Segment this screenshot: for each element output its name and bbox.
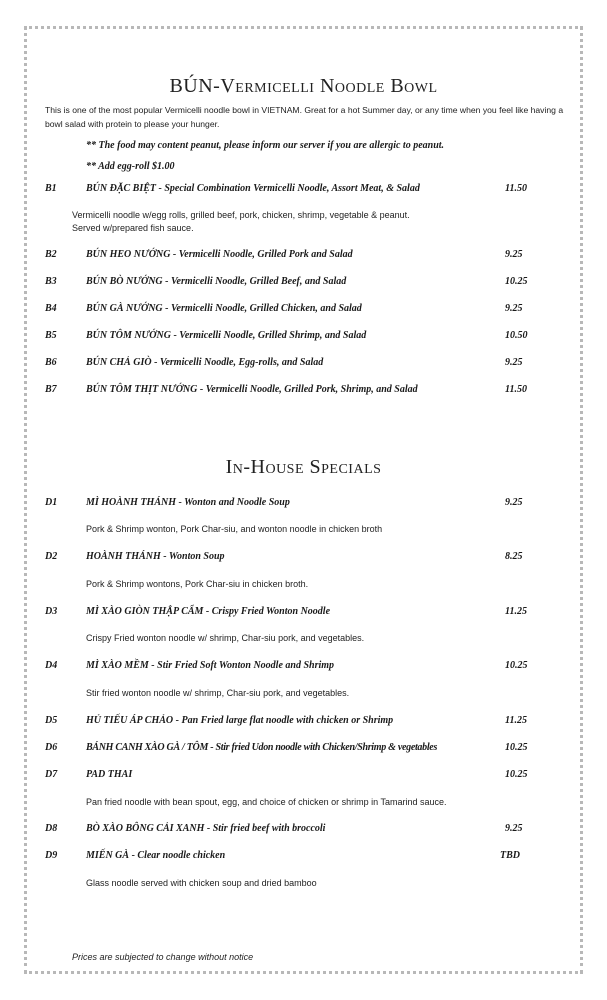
item-description: Pork & Shrimp wonton, Pork Char-siu, and wonton noodle in chicken broth bbox=[86, 524, 383, 534]
item-description: Pork & Shrimp wontons, Pork Char-siu in chicken broth. bbox=[86, 579, 309, 589]
item-code: B2 bbox=[45, 249, 57, 260]
item-description: Served w/prepared fish sauce. bbox=[72, 223, 194, 233]
menu-item-b2 bbox=[0, 249, 607, 265]
item-code: D6 bbox=[45, 742, 58, 753]
menu-item-b7 bbox=[0, 384, 607, 400]
item-code: D1 bbox=[45, 497, 58, 508]
item-price: TBD bbox=[500, 850, 520, 861]
item-price: 9.25 bbox=[505, 357, 523, 368]
item-price: 10.25 bbox=[505, 660, 528, 671]
section-title-bun: BÚN-Vermicelli Noodle Bowl bbox=[169, 75, 438, 97]
item-code: B5 bbox=[45, 330, 57, 341]
menu-item-b4 bbox=[0, 303, 607, 319]
item-price: 10.50 bbox=[505, 330, 528, 341]
item-name: HOÀNH THÁNH - Wonton Soup bbox=[86, 551, 225, 562]
egg-roll-note: ** Add egg-roll $1.00 bbox=[86, 161, 175, 172]
item-code: D7 bbox=[45, 769, 58, 780]
item-price: 10.25 bbox=[505, 769, 528, 780]
item-price: 9.25 bbox=[505, 497, 523, 508]
item-description: Glass noodle served with chicken soup and dried bamboo bbox=[86, 878, 317, 888]
item-description: Stir fried wonton noodle w/ shrimp, Char-siu pork, and vegetables. bbox=[86, 688, 350, 698]
menu-item-b3 bbox=[0, 276, 607, 292]
item-code: D9 bbox=[45, 850, 58, 861]
item-price: 11.25 bbox=[505, 715, 527, 726]
item-code: D2 bbox=[45, 551, 58, 562]
menu-item-d3 bbox=[0, 606, 607, 622]
item-description: Pan fried noodle with bean spout, egg, and choice of chicken or shrimp in Tamarind sauce. bbox=[86, 797, 447, 807]
section-intro: This is one of the most popular Vermicelli noodle bowl in VIETNAM. Great for a hot Summer day, or any time when you feel like having a bowl salad with protein to please your hunger. bbox=[45, 105, 564, 129]
section-title-specials: In-House Specials bbox=[225, 456, 382, 478]
item-name: BÚN GÀ NƯỚNG - Vermicelli Noodle, Grilled Chicken, and Salad bbox=[86, 303, 362, 314]
item-code: B4 bbox=[45, 303, 57, 314]
menu-item-d4 bbox=[0, 660, 607, 676]
menu-item-b1 bbox=[0, 183, 607, 199]
item-code: B1 bbox=[45, 183, 57, 194]
item-name: BÚN ĐẶC BIỆT - Special Combination Vermicelli Noodle, Assort Meat, & Salad bbox=[86, 183, 420, 194]
item-price: 10.25 bbox=[505, 742, 528, 753]
menu-item-d7 bbox=[0, 769, 607, 785]
item-name: BÚN CHẢ GIÒ - Vermicelli Noodle, Egg-rolls, and Salad bbox=[86, 357, 324, 368]
item-code: B3 bbox=[45, 276, 57, 287]
item-name: MÌ XÀO MỀM - Stir Fried Soft Wonton Noodle and Shrimp bbox=[86, 660, 335, 671]
menu-item-d9 bbox=[0, 850, 607, 866]
item-price: 10.25 bbox=[505, 276, 528, 287]
item-price: 11.50 bbox=[505, 183, 527, 194]
menu-item-d5 bbox=[0, 715, 607, 731]
price-disclaimer: Prices are subjected to change without notice bbox=[72, 952, 254, 962]
item-name: HỦ TIẾU ÁP CHẢO - Pan Fried large flat noodle with chicken or Shrimp bbox=[86, 715, 394, 726]
item-description: Vermicelli noodle w/egg rolls, grilled beef, pork, chicken, shrimp, vegetable & peanut. bbox=[72, 210, 410, 220]
item-name: MÌ XÀO GIÒN THẬP CẨM - Crispy Fried Wonton Noodle bbox=[86, 606, 331, 617]
menu-item-d8 bbox=[0, 823, 607, 839]
item-name: MÌ HOÀNH THÁNH - Wonton and Noodle Soup bbox=[86, 497, 290, 508]
item-description: Crispy Fried wonton noodle w/ shrimp, Char-siu pork, and vegetables. bbox=[86, 633, 365, 643]
item-name: BÚN BÒ NƯỚNG - Vermicelli Noodle, Grilled Beef, and Salad bbox=[86, 276, 347, 287]
item-name: BÚN TÔM THỊT NƯỚNG - Vermicelli Noodle, Grilled Pork, Shrimp, and Salad bbox=[86, 384, 418, 395]
item-price: 9.25 bbox=[505, 823, 523, 834]
item-name: MIẾN GÀ - Clear noodle chicken bbox=[86, 850, 226, 861]
item-code: D5 bbox=[45, 715, 58, 726]
item-price: 9.25 bbox=[505, 249, 523, 260]
menu-item-d2 bbox=[0, 551, 607, 567]
item-name: BÒ XÀO BÔNG CẢI XANH - Stir fried beef with broccoli bbox=[86, 823, 326, 834]
item-code: D4 bbox=[45, 660, 58, 671]
item-name: PAD THAI bbox=[86, 769, 133, 780]
menu-item-d6 bbox=[0, 742, 607, 758]
item-price: 11.25 bbox=[505, 606, 527, 617]
item-code: B6 bbox=[45, 357, 57, 368]
item-code: B7 bbox=[45, 384, 57, 395]
item-price: 11.50 bbox=[505, 384, 527, 395]
item-name: BÁNH CANH XÀO GÀ / TÔM - Stir fried Udon noodle with Chicken/Shrimp & vegetables bbox=[86, 742, 438, 753]
menu-item-b6 bbox=[0, 357, 607, 373]
item-code: D3 bbox=[45, 606, 58, 617]
item-price: 9.25 bbox=[505, 303, 523, 314]
item-price: 8.25 bbox=[505, 551, 523, 562]
item-name: BÚN HEO NƯỚNG - Vermicelli Noodle, Grilled Pork and Salad bbox=[86, 249, 353, 260]
peanut-note: ** The food may content peanut, please inform our server if you are allergic to peanut. bbox=[86, 140, 445, 151]
menu-item-d1 bbox=[0, 497, 607, 513]
menu-item-b5 bbox=[0, 330, 607, 346]
item-code: D8 bbox=[45, 823, 58, 834]
item-name: BÚN TÔM NƯỚNG - Vermicelli Noodle, Grilled Shrimp, and Salad bbox=[86, 330, 367, 341]
